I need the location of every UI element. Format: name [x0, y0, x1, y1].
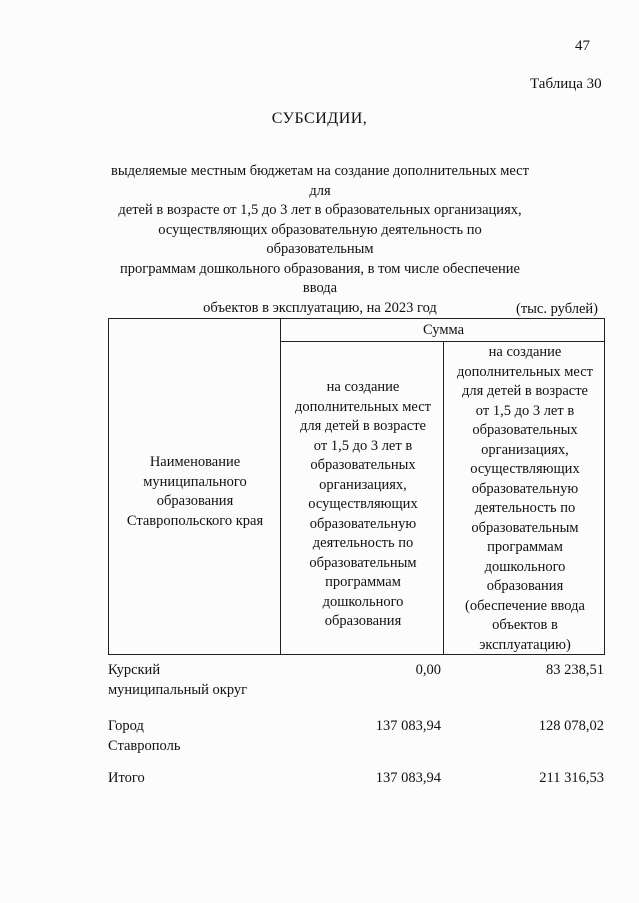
header-line: объектов в: [492, 617, 558, 633]
header-line: деятельность по: [474, 500, 576, 516]
row-name-line: Курский: [108, 662, 161, 678]
header-line: муниципального: [143, 473, 247, 490]
header-line: образовательную: [471, 480, 579, 497]
header-line: для детей в возрасте: [462, 383, 588, 399]
page-number: 47: [575, 38, 590, 54]
row-name: [108, 661, 278, 700]
header-line: на создание: [488, 344, 562, 360]
row-name: [108, 717, 278, 756]
row-value-places: 0,00: [415, 662, 441, 678]
commissioning-column-header: [445, 343, 605, 655]
header-divider: [280, 341, 604, 342]
places-column-header: [282, 378, 444, 632]
row-value-commissioning: 211 316,53: [539, 770, 604, 786]
header-line: дополнительных мест: [295, 398, 431, 415]
header-line: образования: [156, 493, 234, 509]
header-line: организациях,: [319, 476, 407, 493]
header-line: осуществляющих: [470, 461, 580, 477]
header-line: Наименование: [149, 454, 241, 470]
header-line: дошкольного: [322, 593, 404, 610]
header-line: дошкольного: [484, 558, 566, 575]
row-value-places: 137 083,94: [375, 718, 441, 734]
table-number: Таблица 30: [530, 76, 602, 92]
row-value-places: 137 083,94: [375, 770, 441, 786]
header-line: образовательным: [471, 519, 579, 536]
header-line: программам: [325, 574, 401, 590]
table-header: [108, 318, 605, 655]
units-label: (тыс. рублей): [516, 301, 598, 317]
row-name-line: Ставрополь: [108, 737, 181, 754]
header-line: от 1,5 до 3 лет в: [313, 437, 413, 454]
row-value-commissioning: 128 078,02: [538, 718, 604, 734]
header-line: Ставропольского края: [126, 512, 264, 529]
municipality-column-header: [109, 453, 281, 531]
header-line: эксплуатацию): [479, 636, 571, 653]
header-line: дополнительных мест: [457, 363, 593, 380]
sum-column-header: Сумма: [422, 322, 465, 338]
header-line: деятельность по: [312, 535, 414, 551]
row-name-line: муниципальный округ: [108, 681, 248, 698]
header-line: образовательным: [309, 554, 417, 571]
row-name: [108, 769, 278, 789]
header-line: осуществляющих: [308, 496, 418, 512]
header-line: образовательных: [310, 457, 416, 473]
header-line: от 1,5 до 3 лет в: [475, 402, 575, 419]
header-line: образовательных: [472, 422, 578, 438]
header-line: для детей в возрасте: [300, 418, 426, 434]
header-line: организациях,: [481, 441, 569, 458]
header-line: на создание: [326, 379, 400, 395]
header-line: (обеспечение ввода: [465, 597, 585, 614]
row-value-commissioning: 83 238,51: [546, 662, 604, 678]
subtitle-line: детей в возрасте от 1,5 до 3 лет в образовательных организациях,: [118, 202, 522, 218]
header-line: программам: [487, 539, 563, 555]
document-title: СУБСИДИИ,: [271, 110, 368, 127]
subtitle-line: осуществляющих образовательную деятельность по образовательным: [158, 221, 482, 257]
header-line: образовательную: [309, 515, 417, 532]
header-line: образования: [324, 613, 402, 629]
subtitle-line: объектов в эксплуатацию, на 2023 год: [203, 299, 437, 316]
row-name-line: Итого: [108, 770, 145, 786]
subtitle-line: выделяемые местным бюджетам на создание дополнительных мест для: [111, 163, 529, 199]
document-subtitle: [110, 162, 530, 318]
subtitle-line: программам дошкольного образования, в том числе обеспечение ввода: [120, 260, 520, 296]
header-line: образования: [486, 578, 564, 594]
row-name-line: Город: [108, 718, 144, 734]
